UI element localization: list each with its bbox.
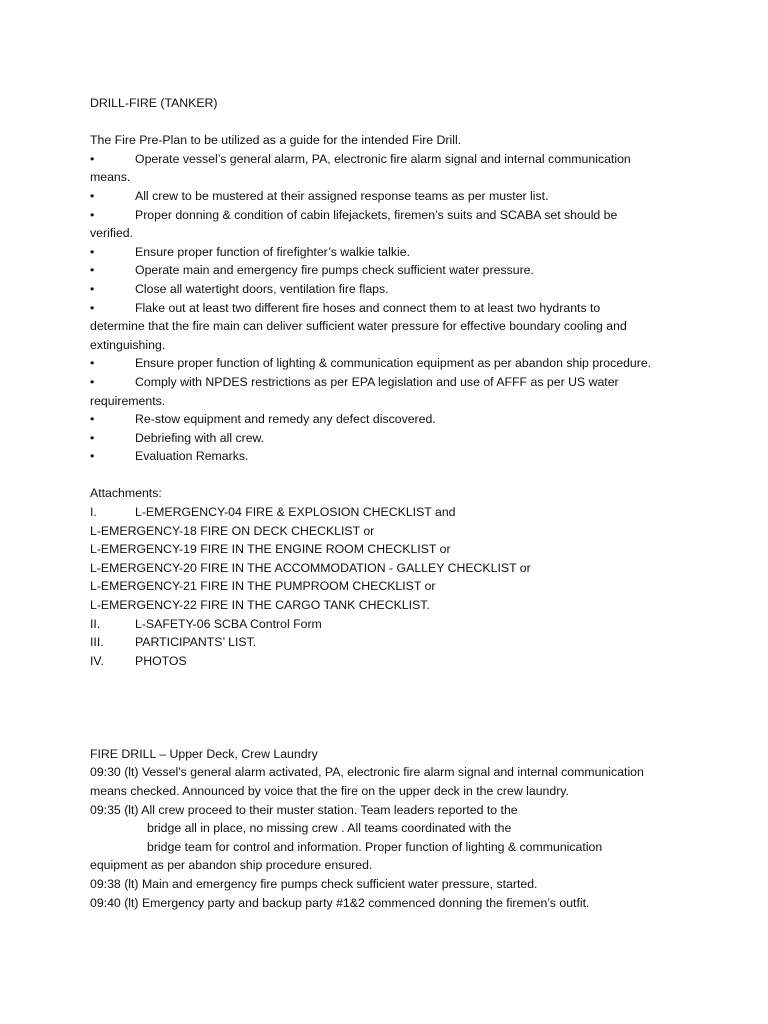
- bullet-item: [90, 261, 690, 280]
- attachment-list: [90, 503, 690, 670]
- bullet-text: Operate vessel’s general alarm, PA, electronic fire alarm signal and internal communication: [135, 151, 631, 166]
- bullet-continuation: extinguishing.: [90, 337, 166, 352]
- attachment-text: PHOTOS: [135, 653, 187, 668]
- attachment-item: [90, 615, 690, 634]
- bullet-marker: •: [90, 281, 95, 296]
- bullet-text: Close all watertight doors, ventilation fire flaps.: [135, 281, 389, 296]
- bullet-marker: •: [90, 430, 95, 445]
- bullet-text: All crew to be mustered at their assigned response teams as per muster list.: [135, 188, 549, 203]
- drill-log-title: FIRE DRILL – Upper Deck, Crew Laundry: [90, 746, 318, 761]
- log-line: 09:30 (lt) Vessel’s general alarm activated, PA, electronic fire alarm signal and internal communication: [90, 765, 644, 780]
- attachment-number: IV.: [90, 653, 104, 668]
- bullet-marker: •: [90, 207, 95, 222]
- attachment-continuation: L-EMERGENCY-21 FIRE IN THE PUMPROOM CHECKLIST or: [90, 579, 436, 594]
- bullet-marker: •: [90, 151, 95, 166]
- bullet-marker: •: [90, 449, 95, 464]
- bullet-marker: •: [90, 244, 95, 259]
- attachment-number: I.: [90, 505, 97, 520]
- attachment-item: [90, 633, 690, 652]
- drill-log: [90, 763, 690, 912]
- intro-text: The Fire Pre-Plan to be utilized as a guide for the intended Fire Drill.: [90, 133, 462, 148]
- spacer: [90, 726, 690, 745]
- spacer: [90, 466, 690, 485]
- spacer: [90, 670, 690, 689]
- bullet-item: [90, 206, 690, 225]
- spacer: [90, 689, 690, 708]
- bullet-marker: •: [90, 374, 95, 389]
- bullet-item: [90, 373, 690, 392]
- document-title: DRILL-FIRE (TANKER): [90, 96, 218, 110]
- bullet-item: [90, 429, 690, 448]
- bullet-continuation: determine that the fire main can deliver sufficient water pressure for effective boundary cooling and: [90, 319, 627, 334]
- bullet-marker: •: [90, 188, 95, 203]
- attachment-number: II.: [90, 616, 101, 631]
- bullet-list: [90, 150, 690, 466]
- bullet-item: [90, 243, 690, 262]
- bullet-continuation: means.: [90, 170, 131, 185]
- bullet-marker: •: [90, 356, 95, 371]
- bullet-item: [90, 187, 690, 206]
- attachment-continuation: L-EMERGENCY-20 FIRE IN THE ACCOMMODATION - GALLEY CHECKLIST or: [90, 560, 531, 575]
- log-line: 09:40 (lt) Emergency party and backup party #1&2 commenced donning the firemen’s outfit.: [90, 895, 590, 910]
- bullet-continuation: verified.: [90, 226, 134, 241]
- bullet-item: [90, 150, 690, 169]
- spacer: [90, 113, 690, 132]
- bullet-marker: •: [90, 412, 95, 427]
- document-body: [90, 94, 690, 912]
- bullet-marker: •: [90, 263, 95, 278]
- attachment-item: [90, 652, 690, 671]
- attachment-continuation: L-EMERGENCY-19 FIRE IN THE ENGINE ROOM CHECKLIST or: [90, 542, 451, 557]
- bullet-item: [90, 354, 690, 373]
- bullet-item: [90, 447, 690, 466]
- attachment-item: [90, 503, 690, 522]
- bullet-text: Ensure proper function of lighting & communication equipment as per abandon ship procedure.: [135, 356, 652, 371]
- log-line: means checked. Announced by voice that the fire on the upper deck in the crew laundry.: [90, 783, 569, 798]
- bullet-item: [90, 410, 690, 429]
- bullet-text: Operate main and emergency fire pumps check sufficient water pressure.: [135, 263, 534, 278]
- bullet-text: Flake out at least two different fire hoses and connect them to at least two hydrants to: [135, 300, 601, 315]
- attachment-number: III.: [90, 635, 104, 650]
- bullet-text: Re-stow equipment and remedy any defect discovered.: [135, 412, 436, 427]
- attachment-text: L-SAFETY-06 SCBA Control Form: [135, 616, 322, 631]
- log-line: 09:38 (lt) Main and emergency fire pumps check sufficient water pressure, started.: [90, 876, 538, 891]
- spacer: [90, 708, 690, 727]
- bullet-continuation: requirements.: [90, 393, 166, 408]
- log-line-indented: bridge all in place, no missing crew . All teams coordinated with the: [147, 821, 512, 836]
- attachments-heading: Attachments:: [90, 486, 162, 501]
- log-line: equipment as per abandon ship procedure ensured.: [90, 858, 373, 873]
- log-line: 09:35 (lt) All crew proceed to their muster station. Team leaders reported to the: [90, 802, 518, 817]
- bullet-marker: •: [90, 300, 95, 315]
- attachment-text: PARTICIPANTS’ LIST.: [135, 635, 257, 650]
- bullet-text: Proper donning & condition of cabin lifejackets, firemen’s suits and SCABA set should be: [135, 207, 618, 222]
- bullet-text: Comply with NPDES restrictions as per EPA legislation and use of AFFF as per US water: [135, 374, 619, 389]
- attachment-continuation: L-EMERGENCY-18 FIRE ON DECK CHECKLIST or: [90, 523, 375, 538]
- attachment-continuation: L-EMERGENCY-22 FIRE IN THE CARGO TANK CHECKLIST.: [90, 598, 430, 613]
- attachment-text: L-EMERGENCY-04 FIRE & EXPLOSION CHECKLIST and: [135, 505, 456, 520]
- log-line-indented: bridge team for control and information. Proper function of lighting & communication: [147, 839, 603, 854]
- bullet-item: [90, 280, 690, 299]
- bullet-text: Ensure proper function of firefighter’s walkie talkie.: [135, 244, 410, 259]
- bullet-text: Debriefing with all crew.: [135, 430, 265, 445]
- bullet-item: [90, 299, 690, 318]
- bullet-text: Evaluation Remarks.: [135, 449, 249, 464]
